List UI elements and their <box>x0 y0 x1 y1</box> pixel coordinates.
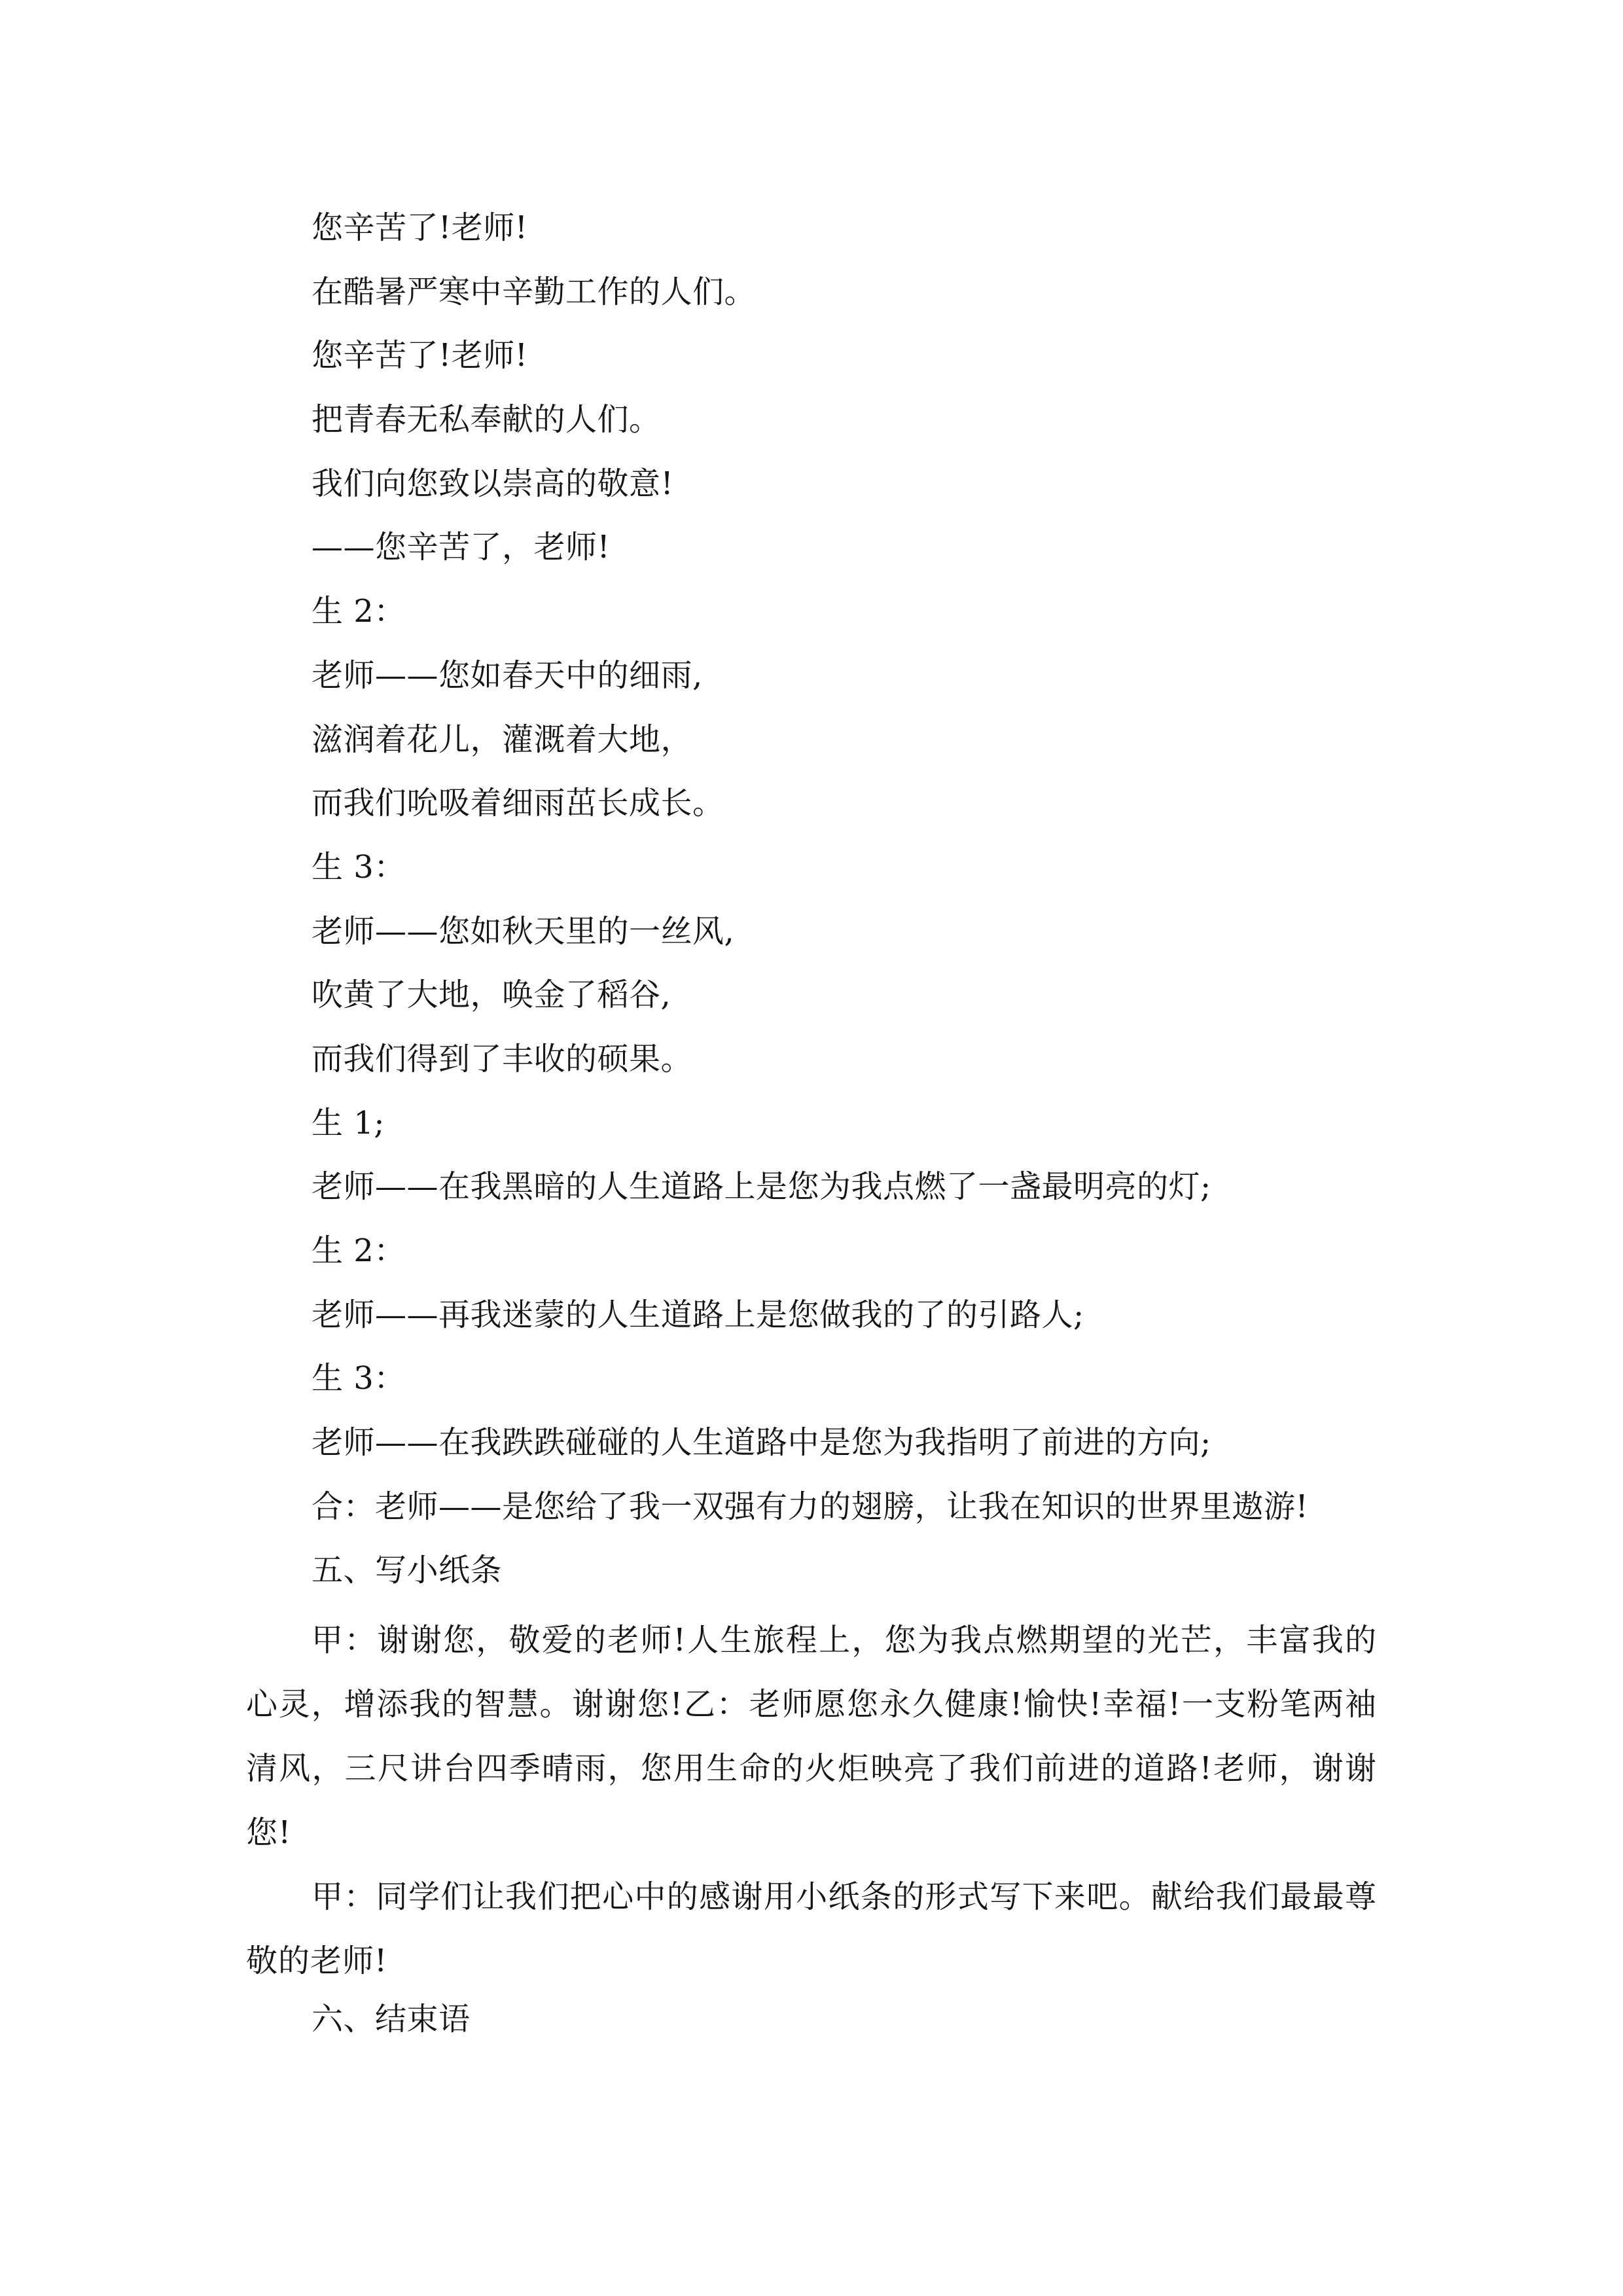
text-line: 吹黄了大地，唤金了稻谷, <box>312 977 671 1014</box>
text-line: 老师——在我跌跌碰碰的人生道路中是您为我指明了前进的方向; <box>312 1424 1211 1462</box>
document-body <box>246 202 1377 2057</box>
speaker-label: 生 1; <box>312 1104 385 1141</box>
paragraph-text: 甲：谢谢您，敬爱的老师!人生旅程上，您为我点燃期望的光芒，丰富我的心灵，增添我的智慧。谢谢您!乙：老师愿您永久健康!愉快!幸福!一支粉笔两袖清风，三尺讲台四季晴雨，您用生命的火炬映亮了我们前进的道路!老师，谢谢您! <box>246 1622 1377 1852</box>
text-line: 老师——在我黑暗的人生道路上是您为我点燃了一盏最明亮的灯; <box>312 1168 1211 1206</box>
paragraph <box>246 1865 1377 1993</box>
text-line: 您辛苦了!老师! <box>312 209 528 246</box>
text-line: 把青春无私奉献的人们。 <box>312 401 661 439</box>
text-line: 而我们吮吸着细雨茁长成长。 <box>312 785 724 822</box>
text-line: 您辛苦了!老师! <box>312 337 528 374</box>
text-line: 而我们得到了丰收的硕果。 <box>312 1040 693 1077</box>
speaker-label: 生 2： <box>312 1232 406 1269</box>
text-line: 滋润着花儿，灌溉着大地， <box>312 721 693 758</box>
speaker-label: 生 2： <box>312 593 406 630</box>
section-heading: 六、结束语 <box>312 2001 471 2038</box>
speaker-label: 生 3： <box>312 1360 406 1397</box>
text-line: 我们向您致以崇高的敬意! <box>312 465 674 502</box>
section-heading: 五、写小纸条 <box>312 1552 503 1589</box>
paragraph-text: 甲：同学们让我们把心中的感谢用小纸条的形式写下来吧。献给我们最最尊敬的老师! <box>246 1878 1377 1980</box>
speaker-label: 生 3： <box>312 848 406 886</box>
text-line: 老师——再我迷蒙的人生道路上是您做我的了的引路人; <box>312 1296 1084 1333</box>
text-line: ——您辛苦了，老师! <box>312 529 611 566</box>
text-line: 在酷暑严寒中辛勤工作的人们。 <box>312 273 757 310</box>
text-line: 合：老师——是您给了我一双强有力的翅膀，让我在知识的世界里遨游! <box>312 1488 1309 1525</box>
paragraph <box>246 1608 1377 1865</box>
text-line: 老师——您如秋天里的一丝风, <box>312 912 735 950</box>
text-line: 老师——您如春天中的细雨, <box>312 656 703 694</box>
